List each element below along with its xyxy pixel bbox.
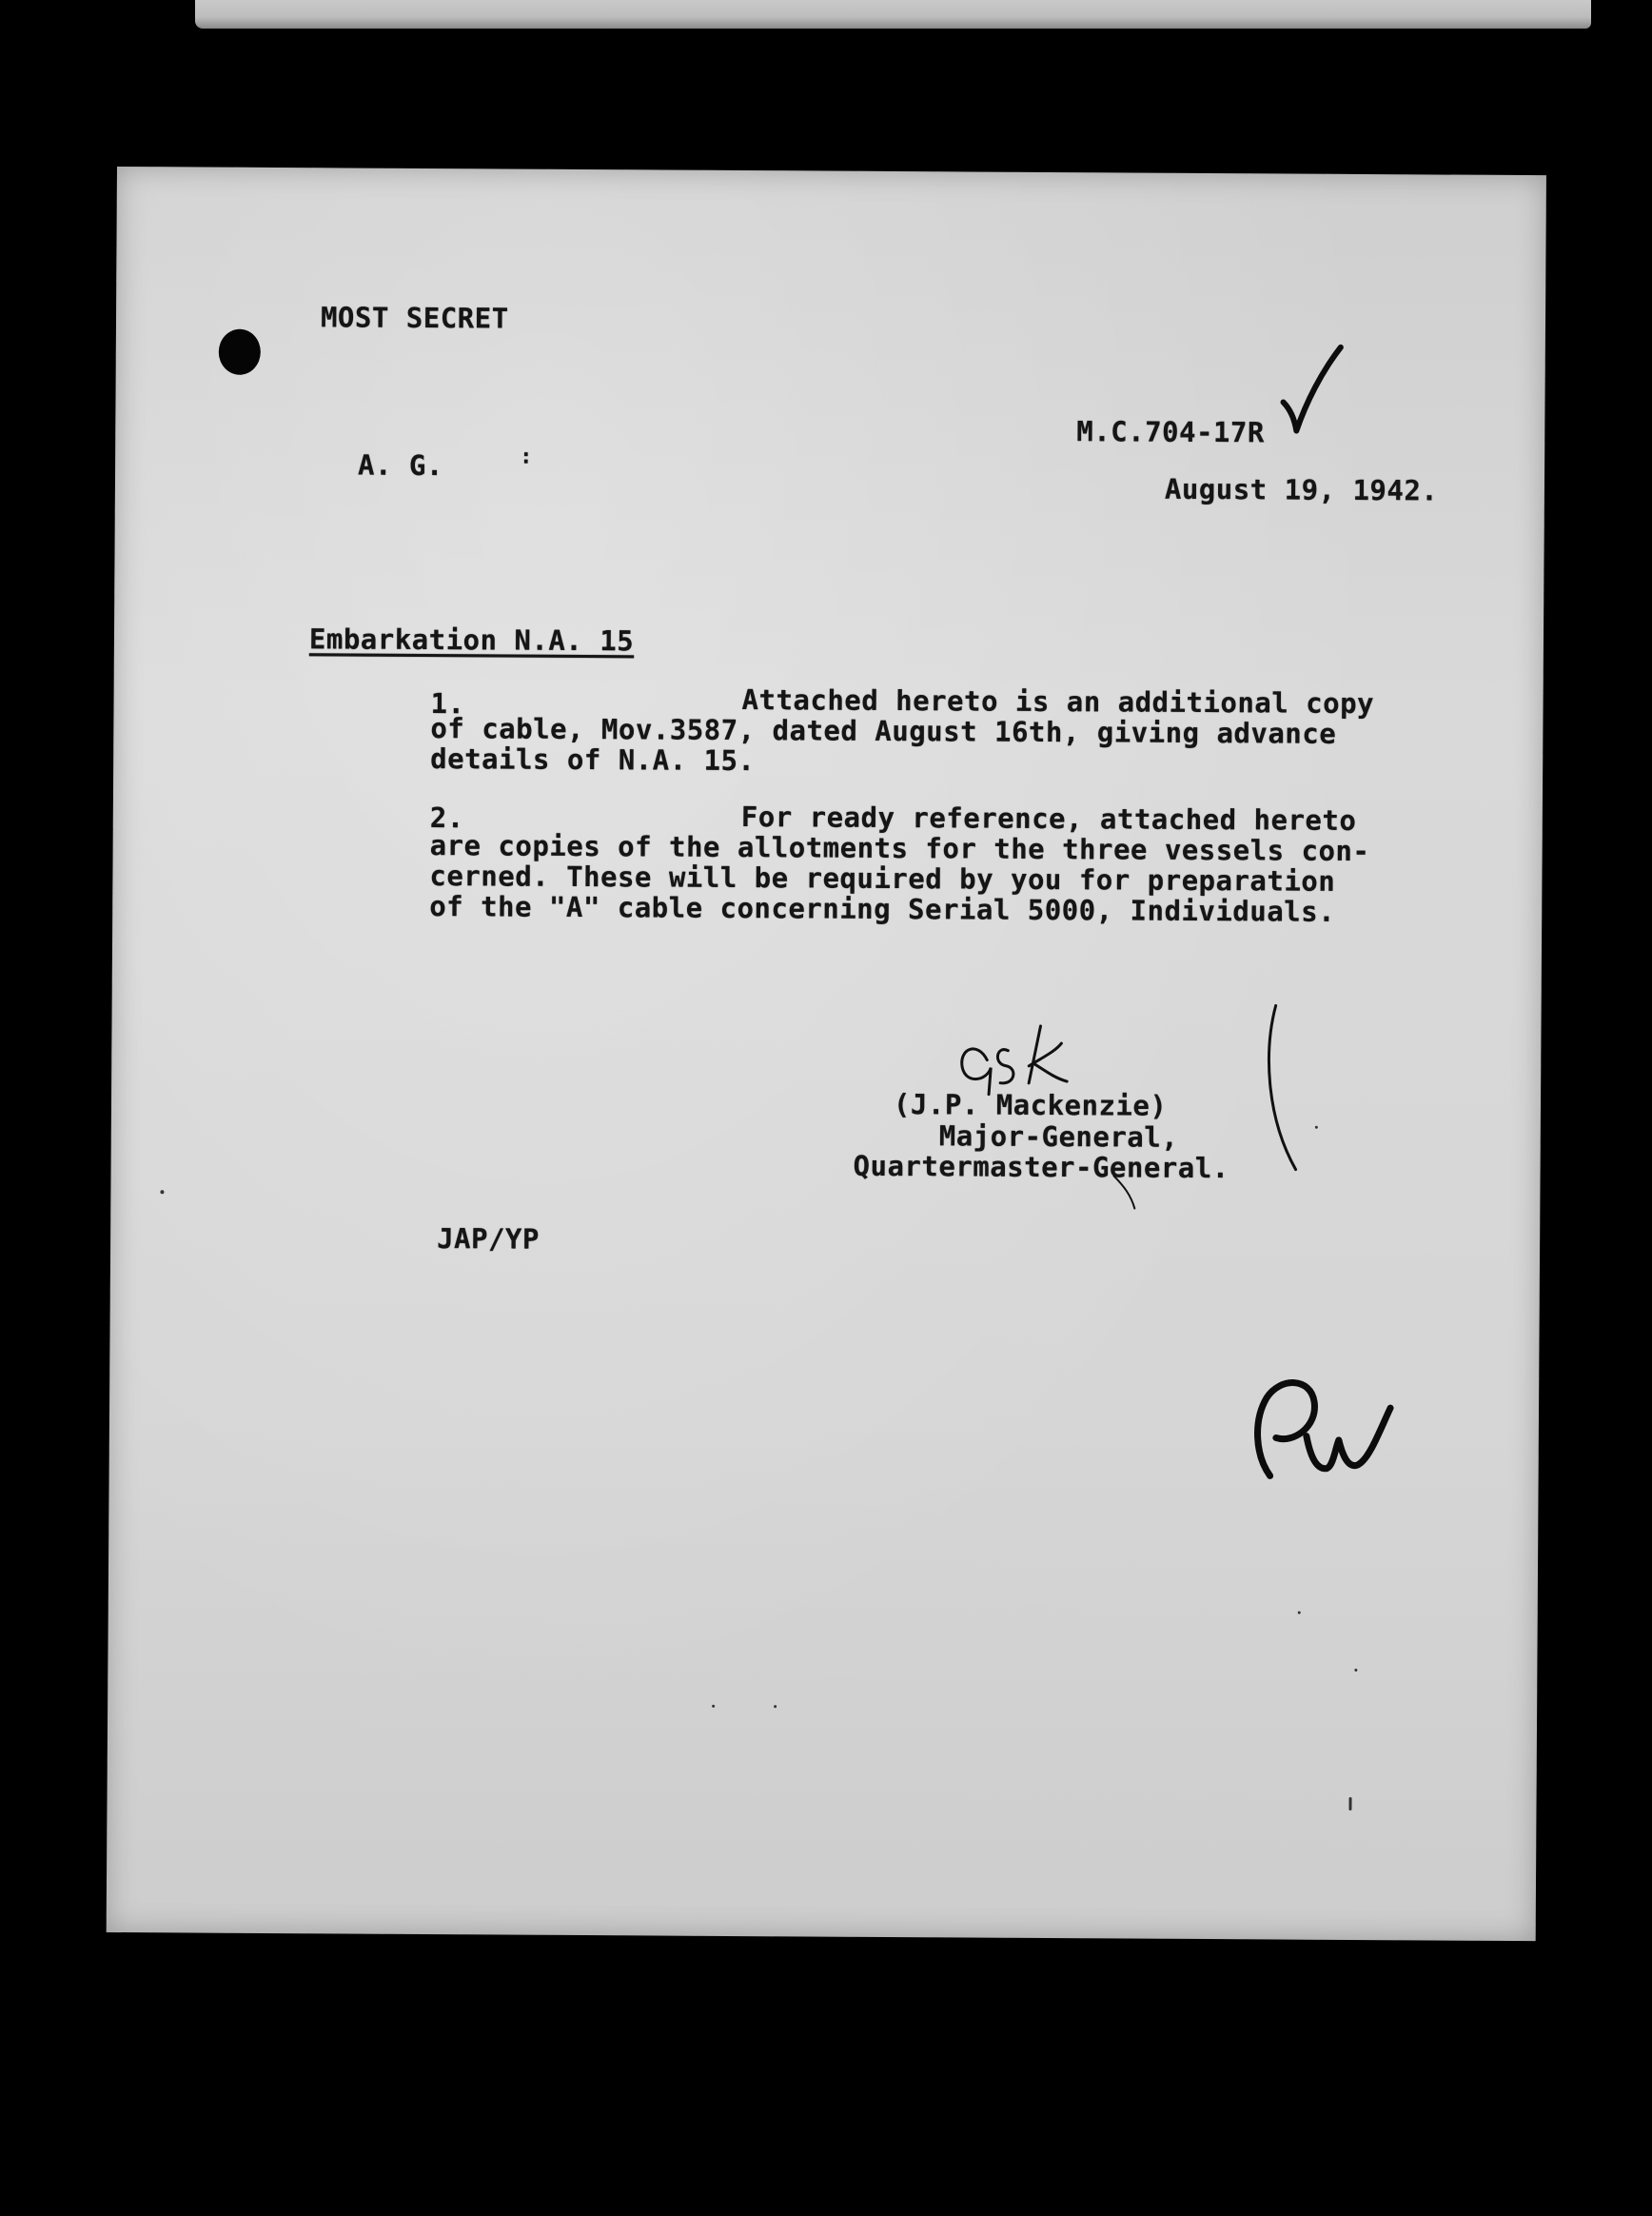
handwritten-margin-stroke [1258,1001,1307,1173]
letter-date: August 19, 1942. [1164,472,1439,507]
punch-hole-icon [219,329,261,375]
paragraph-1-number: 1. [430,687,465,721]
paragraph-2-line-2: are copies of the allotments for the three vessels con- [429,829,1370,868]
paragraph-1-line-2: of cable, Mov.3587, dated August 16th, giving advance [430,712,1337,750]
paragraph-2-line-4: of the "A" cable concerning Serial 5000, Individuals. [429,890,1336,928]
paper-speck [774,1705,777,1708]
paper-speck [1298,1612,1301,1614]
paragraph-2-number: 2. [429,801,464,835]
addressee: A. G. [357,448,444,483]
paragraph-1-line-3: details of N.A. 15. [430,742,756,778]
typist-reference: JAP/YP [437,1222,540,1256]
paragraph-1-line-1: Attached hereto is an additional copy [741,683,1375,721]
signatory-name: (J.P. Mackenzie) [893,1088,1168,1122]
paper-speck [1348,1797,1351,1810]
ink-tail-stroke [1110,1172,1148,1210]
file-reference: M.C.704-17R [1076,415,1265,449]
subject-line: Embarkation N.A. 15 [308,623,635,658]
paragraph-2-line-3: cerned. These will be required by you for preparation [429,860,1336,898]
paper-speck [1315,1126,1318,1129]
paper-speck [712,1705,715,1708]
paper-speck [160,1190,164,1194]
checkmark-icon [1279,343,1347,438]
addressee-colon: : [520,445,533,469]
handwritten-initials-mark [1248,1363,1401,1488]
signatory-title: Quartermaster-General. [853,1149,1229,1185]
document-page [107,167,1546,1941]
signatory-rank: Major-General, [938,1119,1179,1154]
previous-page-edge [195,0,1591,29]
paragraph-2-line-1: For ready reference, attached hereto [740,801,1357,837]
paper-speck [1354,1669,1357,1672]
classification-heading: MOST SECRET [320,301,509,335]
